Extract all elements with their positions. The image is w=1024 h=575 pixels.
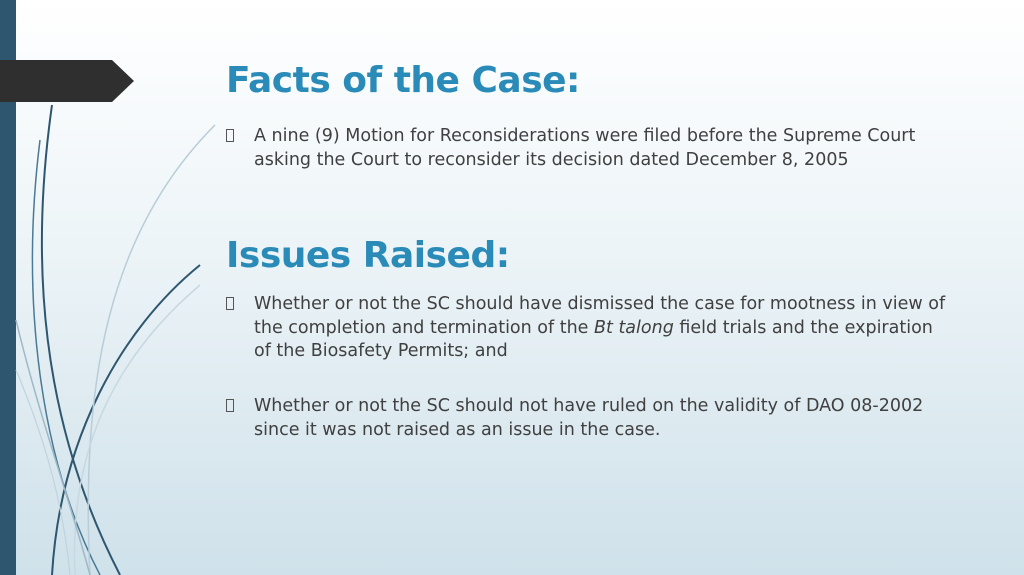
- bullet-text-italic: Bt talong: [594, 317, 674, 338]
- issues-title: Issues Raised:: [226, 235, 510, 276]
- bullet-text-after: field trials and the expiration of the Biosafety Permits; and: [254, 317, 933, 361]
- bullet-text: Whether or not the SC should not have ruled on the validity of DAO 08-2002 since it was not raised as an issue in the case.: [254, 396, 924, 440]
- bullet-text: A nine (9) Motion for Reconsiderations were filed before the Supreme Court asking the Court to reconsider its decision dated December 8, 2005: [254, 126, 916, 170]
- square-bullet-icon: [226, 129, 234, 142]
- issues-bullet-item: [226, 395, 946, 442]
- square-bullet-icon: [226, 399, 234, 412]
- title-tab-shape: [0, 60, 134, 102]
- square-bullet-icon: [226, 297, 234, 310]
- facts-bullet-item: [226, 125, 946, 172]
- facts-title: Facts of the Case:: [226, 60, 580, 101]
- bullet-text-before: Whether or not the SC should have dismissed the case for mootness in view of the completion and termination of the: [254, 294, 946, 338]
- issues-bullet-item: [226, 293, 946, 364]
- bullet-text: [254, 293, 946, 364]
